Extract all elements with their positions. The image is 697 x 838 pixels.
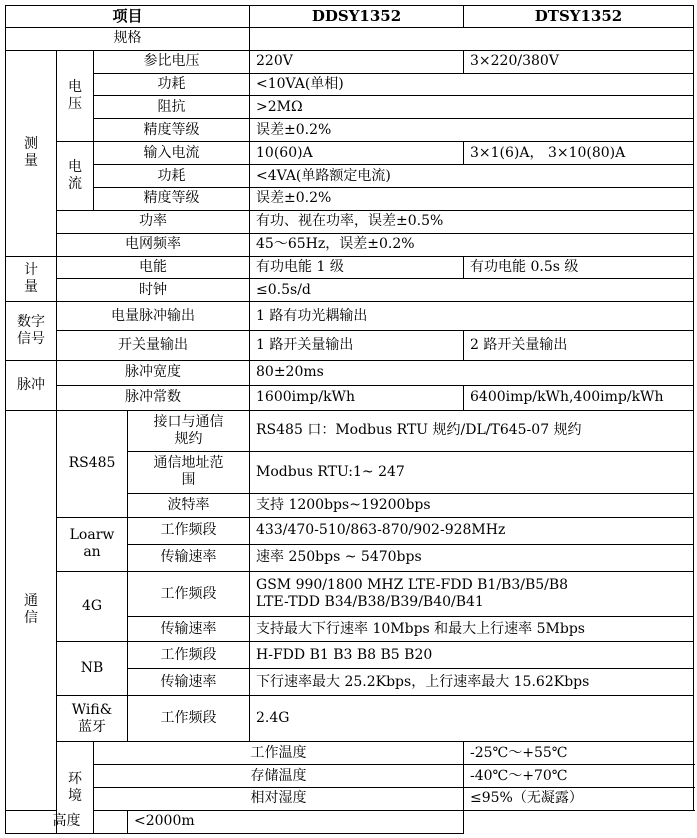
- row-value: 支持 1200bps~19200bps: [250, 493, 694, 517]
- table-row: [6, 73, 694, 96]
- table-row: [6, 696, 694, 742]
- table-row: [6, 765, 694, 788]
- spec-title: 规格: [6, 27, 250, 50]
- table-row: [6, 517, 694, 544]
- row-value: <4VA(单路额定电流): [250, 165, 694, 188]
- spec-table: [5, 5, 694, 834]
- group-measurement: 测 量: [6, 50, 57, 256]
- row-label: 波特率: [128, 493, 250, 517]
- value-a: 1 路开关量输出: [250, 331, 464, 360]
- row-label: 功耗: [94, 73, 250, 96]
- table-row: [6, 787, 694, 810]
- row-value: -40℃～+70℃: [464, 765, 694, 788]
- row-value: ≤95%（无凝露）: [464, 787, 694, 810]
- table-row: [6, 210, 694, 233]
- table-row: [6, 410, 694, 452]
- group-digital: 数字 信号: [6, 302, 57, 360]
- row-value: 误差±0.2%: [250, 119, 694, 142]
- row-label: 工作温度: [94, 742, 464, 765]
- row-label: 精度等级: [94, 119, 250, 142]
- table-row: [6, 96, 694, 119]
- group-pulse: 脉冲: [6, 360, 57, 410]
- row-label: 功率: [57, 210, 250, 233]
- table-row: [6, 233, 694, 256]
- header-model-b: DTSY1352: [464, 6, 694, 28]
- row-label: 高度: [6, 810, 128, 833]
- table-row: [6, 360, 694, 385]
- row-label: 参比电压: [94, 50, 250, 73]
- row-label: 功耗: [94, 165, 250, 188]
- group-voltage: 电 压: [57, 50, 94, 142]
- row-label: 工作频段: [128, 696, 250, 742]
- value-b: 2 路开关量输出: [464, 331, 694, 360]
- row-value: 80±20ms: [250, 360, 694, 385]
- row-label: 脉冲宽度: [57, 360, 250, 385]
- table-row: [6, 331, 694, 360]
- value-a: 1600imp/kWh: [250, 385, 464, 410]
- row-label: 传输速率: [128, 669, 250, 696]
- row-label: 工作频段: [128, 571, 250, 617]
- row-label: 传输速率: [128, 617, 250, 642]
- row-label: 工作频段: [128, 642, 250, 669]
- group-current: 电 流: [57, 142, 94, 211]
- value-b: 3×220/380V: [464, 50, 694, 73]
- group-rs485: RS485: [57, 410, 128, 517]
- table-row: [6, 27, 694, 50]
- row-value: Modbus RTU:1~ 247: [250, 452, 694, 494]
- row-label: 传输速率: [128, 544, 250, 571]
- value-a: 10(60)A: [250, 142, 464, 165]
- row-label: 接口与通信 规约: [128, 410, 250, 452]
- row-value: 速率 250bps ~ 5470bps: [250, 544, 694, 571]
- group-wifi: Wifi& 蓝牙: [57, 696, 128, 742]
- value-b: 有功电能 0.5s 级: [464, 256, 694, 279]
- row-label: 电能: [57, 256, 250, 279]
- row-value: 误差±0.2%: [250, 187, 694, 210]
- table-row: [6, 642, 694, 669]
- table-row: [6, 142, 694, 165]
- table-row: [6, 571, 694, 617]
- spec-empty-cell: [250, 27, 694, 50]
- header-model-a: DDSY1352: [250, 6, 464, 28]
- group-env: 环 境: [57, 742, 94, 834]
- row-label: 相对湿度: [94, 787, 464, 810]
- row-label: 电网频率: [57, 233, 250, 256]
- row-label: 通信地址范 围: [128, 452, 250, 494]
- group-metering: 计 量: [6, 256, 57, 302]
- group-4g: 4G: [57, 571, 128, 642]
- row-label: 时钟: [57, 279, 250, 302]
- row-label: 电量脉冲输出: [57, 302, 250, 331]
- row-label: 精度等级: [94, 187, 250, 210]
- table-row: [6, 810, 694, 833]
- table-row: [6, 50, 694, 73]
- row-value: H-FDD B1 B3 B8 B5 B20: [250, 642, 694, 669]
- row-value: ≤0.5s/d: [250, 279, 694, 302]
- table-row: [6, 385, 694, 410]
- group-nb: NB: [57, 642, 128, 696]
- row-label: 存储温度: [94, 765, 464, 788]
- row-label: 开关量输出: [57, 331, 250, 360]
- table-row: [6, 119, 694, 142]
- header-row: [6, 6, 694, 28]
- row-value: 433/470-510/863-870/902-928MHz: [250, 517, 694, 544]
- header-item: 项目: [6, 6, 250, 28]
- row-label: 工作频段: [128, 517, 250, 544]
- row-value: <2000m: [128, 810, 464, 833]
- value-a: 有功电能 1 级: [250, 256, 464, 279]
- group-comm: 通 信: [6, 410, 57, 810]
- row-value: GSM 990/1800 MHZ LTE-FDD B1/B3/B5/B8 LTE-TDD B34/B38/B39/B40/B41: [250, 571, 694, 617]
- row-value: 45～65Hz，误差±0.2%: [250, 233, 694, 256]
- value-b: 3×1(6)A， 3×10(80)A: [464, 142, 694, 165]
- value-b: 6400imp/kWh,400imp/kWh: [464, 385, 694, 410]
- row-value: 有功、视在功率，误差±0.5%: [250, 210, 694, 233]
- row-label: 阻抗: [94, 96, 250, 119]
- table-row: [6, 302, 694, 331]
- row-value: >2MΩ: [250, 96, 694, 119]
- group-lorawan: Loarw an: [57, 517, 128, 571]
- row-value: RS485 口：Modbus RTU 规约/DL/T645-07 规约: [250, 410, 694, 452]
- table-row: [6, 256, 694, 279]
- row-label: 输入电流: [94, 142, 250, 165]
- table-row: [6, 279, 694, 302]
- row-value: 下行速率最大 25.2Kbps，上行速率最大 15.62Kbps: [250, 669, 694, 696]
- row-value: 2.4G: [250, 696, 694, 742]
- row-label: 脉冲常数: [57, 385, 250, 410]
- table-row: [6, 187, 694, 210]
- row-value: -25℃～+55℃: [464, 742, 694, 765]
- row-value: 1 路有功光耦输出: [250, 302, 694, 331]
- table-row: [6, 742, 694, 765]
- table-row: [6, 165, 694, 188]
- row-value: <10VA(单相): [250, 73, 694, 96]
- row-value: 支持最大下行速率 10Mbps 和最大上行速率 5Mbps: [250, 617, 694, 642]
- value-a: 220V: [250, 50, 464, 73]
